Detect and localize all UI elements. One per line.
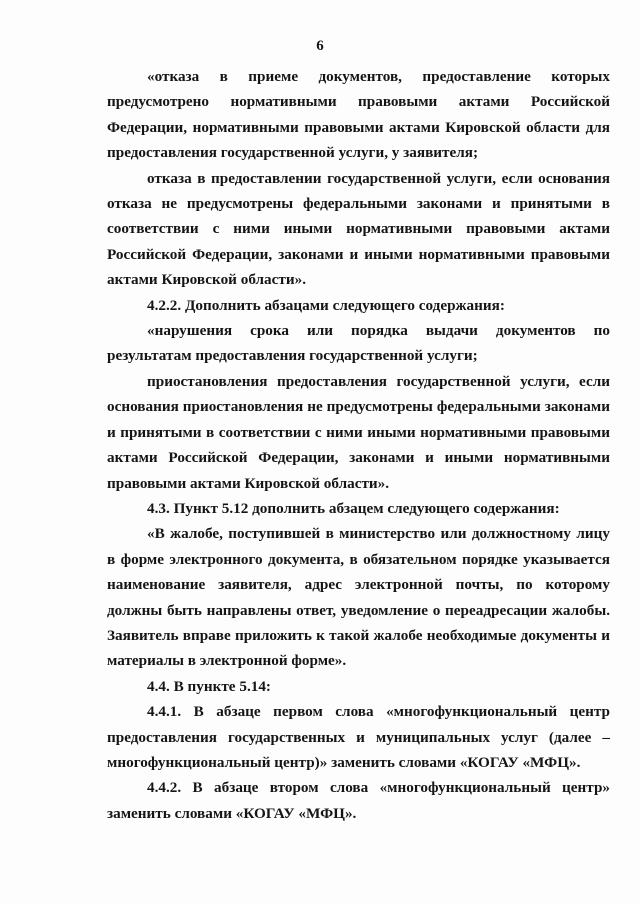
document-body: [107, 64, 610, 826]
paragraph-4-4-2: 4.4.2. В абзаце втором слова «многофункциональный центр» заменить словами «КОГАУ «МФЦ».: [107, 779, 610, 822]
paragraph-4-4: 4.4. В пункте 5.14:: [147, 677, 271, 695]
page-number: 6: [316, 38, 324, 54]
paragraph-suspension: приостановления предоставления государственной услуги, если основания приостановления не предусмотрены федеральными законами и принятыми в соответствии с ними иными нормативными правовыми актами Российской Федерации, законами и иными нормативными правовыми актами Кировской области».: [107, 372, 610, 492]
paragraph-refusal-documents: «отказа в приеме документов, предоставление которых предусмотрено нормативными правовыми актами Российской Федерации, нормативными правовыми актами Кировской области для предоставления государственной услуги, у заявителя;: [107, 68, 610, 162]
paragraph-4-4-1: 4.4.1. В абзаце первом слова «многофункциональный центр предоставления государственных и муниципальных услуг (далее – многофункциональный центр)» заменить словами «КОГАУ «МФЦ».: [107, 703, 610, 771]
paragraph-refusal-service: отказа в предоставлении государственной услуги, если основания отказа не предусмотрены федеральными законами и принятыми в соответствии с ними иными нормативными правовыми актами Российской Федерации, законами и иными нормативными правовыми актами Кировской области».: [107, 169, 610, 289]
paragraph-violation-deadline: «нарушения срока или порядка выдачи документов по результатам предоставления государственной услуги;: [107, 322, 610, 365]
paragraph-4-2-2: 4.2.2. Дополнить абзацами следующего содержания:: [147, 296, 505, 314]
paragraph-4-3: 4.3. Пункт 5.12 дополнить абзацем следующего содержания:: [147, 499, 560, 517]
paragraph-complaint: «В жалобе, поступившей в министерство или должностному лицу в форме электронного документа, в обязательном порядке указывается наименование заявителя, адрес электронной почты, по которому должны быть направлены ответ, уведомление о переадресации жалобы. Заявитель вправе приложить к такой жалобе необходимые документы и материалы в электронной форме».: [107, 525, 610, 670]
